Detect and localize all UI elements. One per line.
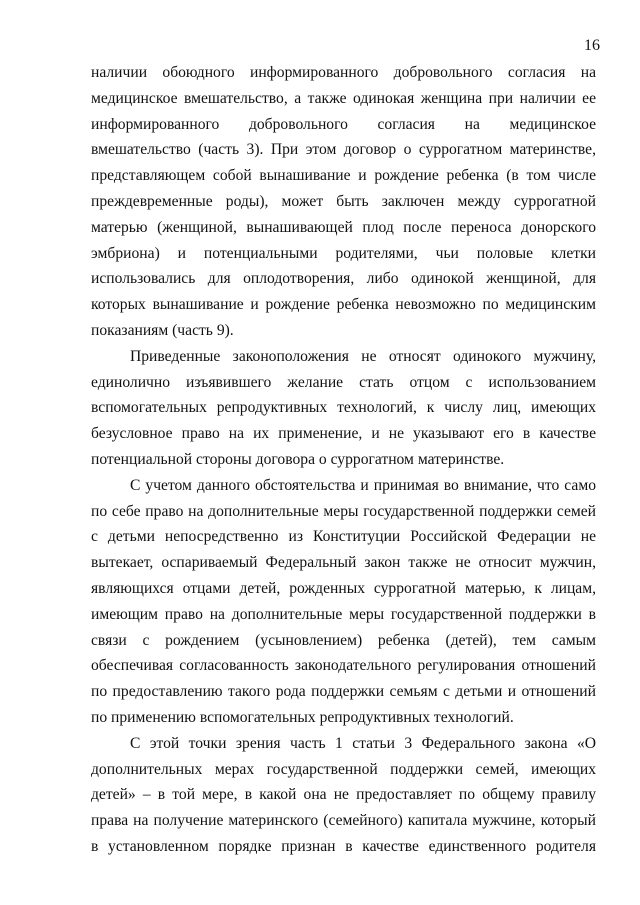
text-line: информированного добровольного согласия на медицинское [91,115,596,133]
text-line: дополнительных мерах государственной поддержки семей, имеющих [91,760,596,778]
text-line: медицинское вмешательство, а также одинокая женщина при наличии ее [91,89,596,107]
text-line: по применению вспомогательных репродуктивных технологий. [91,708,514,726]
text-line: вспомогательных репродуктивных технологий, к числу лиц, имеющих [91,399,596,417]
text-line: наличии обоюдного информированного добровольного согласия на [91,64,596,81]
text-line: с детьми непосредственно из Конституции Российской Федерации не [91,528,596,546]
text-line: представляющем собой вынашивание и рождение ребенка (в том числе [91,167,596,185]
paragraph-3 [91,473,596,731]
text-line: обеспечивая согласованность законодательного регулирования отношений [91,657,596,675]
text-line: права на получение материнского (семейного) капитала мужчине, который [91,812,596,830]
paragraph-2 [91,344,596,473]
text-line: в установленном порядке признан в качестве единственного родителя [91,837,596,855]
text-line: являющихся отцами детей, рожденных суррогатной матерью, к лицам, [91,579,596,597]
paragraph-4 [91,731,596,860]
page-number: 16 [584,37,600,54]
text-line: потенциальной стороны договора о суррогатном материнстве. [91,450,505,468]
text-line: С учетом данного обстоятельства и принимая во внимание, что само [130,476,596,494]
text-line: использовались для оплодотворения, либо одинокой женщиной, для [91,270,596,288]
text-line: преждевременные роды), может быть заключен между суррогатной [91,192,596,210]
text-line: эмбриона) и потенциальными родителями, чьи половые клетки [91,244,596,262]
text-line: связи с рождением (усыновлением) ребенка (детей), тем самым [91,631,596,649]
paragraph-1 [91,60,596,344]
text-line: показаниям (часть 9). [91,321,234,339]
body-text [91,60,596,860]
text-line: имеющим право на дополнительные меры государственной поддержки в [91,605,596,623]
text-line: вытекает, оспариваемый Федеральный закон также не относит мужчин, [91,554,596,572]
text-line: которых вынашивание и рождение ребенка невозможно по медицинским [91,296,596,314]
text-line: по себе право на дополнительные меры государственной поддержки семей [91,502,596,520]
text-line: С этой точки зрения часть 1 статьи 3 Федерального закона «О [130,734,596,752]
text-line: детей» – в той мере, в какой она не предоставляет по общему правилу [91,786,596,804]
text-line: по предоставлению такого рода поддержки семьям с детьми и отношений [91,683,596,701]
text-line: единолично изъявившего желание стать отцом с использованием [91,373,596,391]
text-line: матерью (женщиной, вынашивающей плод после переноса донорского [91,218,596,236]
text-line: вмешательство (часть 3). При этом договор о суррогатном материнстве, [91,141,596,159]
text-line: Приведенные законоположения не относят одинокого мужчину, [130,347,596,365]
text-line: безусловное право на их применение, и не указывают его в качестве [91,425,596,443]
